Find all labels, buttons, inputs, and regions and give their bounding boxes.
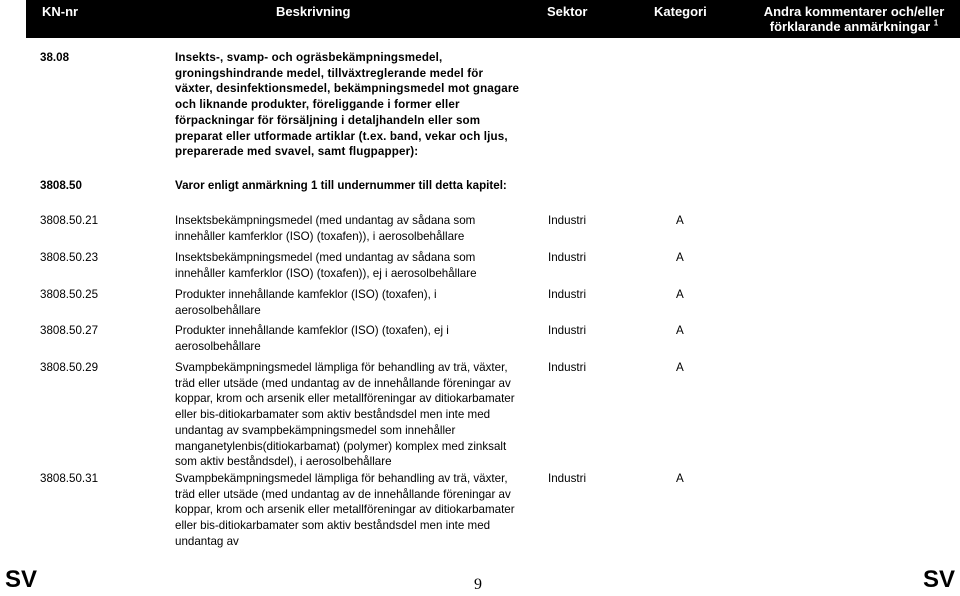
header-andra-line2: förklarande anmärkningar xyxy=(769,19,931,34)
category: A xyxy=(676,324,684,337)
header-andra-line1: Andra kommentarer och/eller xyxy=(763,4,945,19)
language-code-right: SV xyxy=(922,566,955,593)
category: A xyxy=(676,288,684,301)
sector: Industri xyxy=(548,288,587,301)
header-andra-kommentarer xyxy=(754,4,954,34)
category: A xyxy=(676,472,684,485)
description: Insekts-, svamp- och ogräsbekämpningsmedel, groningshindrande medel, tillväxtreglerande medel för växter, desinfektionsmedel, bekämpningsmedel mot gnagare och liknande produkter, föreliggande i former eller förpackningar för försäljning i detaljhandeln eller som preparat eller utformade artiklar (t.ex. band, vekar och ljus, preparerade med svavel, samt flugpapper): xyxy=(175,51,520,159)
kn-number: 3808.50.27 xyxy=(40,324,99,337)
category: A xyxy=(676,214,684,227)
header-beskrivning: Beskrivning xyxy=(276,4,351,19)
description: Insektsbekämpningsmedel (med undantag av sådana som innehåller kamferklor (ISO) (toxafen)), i aerosolbehållare xyxy=(175,214,476,243)
description: Produkter innehållande kamfeklor (ISO) (toxafen), ej i aerosolbehållare xyxy=(175,324,449,353)
header-kn-nr: KN-nr xyxy=(42,4,79,19)
footnote-marker: 1 xyxy=(933,18,939,28)
kn-number: 3808.50.29 xyxy=(40,361,99,374)
sector: Industri xyxy=(548,214,587,227)
description: Insektsbekämpningsmedel (med undantag av sådana som innehåller kamferklor (ISO) (toxafen)), ej i aerosolbehållare xyxy=(175,251,477,280)
sector: Industri xyxy=(548,324,587,337)
description: Svampbekämpningsmedel lämpliga för behandling av trä, växter, träd eller utsäde (med undantag av de innehållande föreningar av koppar, krom och arsenik eller metallföreningar av ditiokarbamater eller bis-ditiokarbamater som aktiv beståndsdel men inte med undantag av xyxy=(175,472,515,548)
description: Produkter innehållande kamfeklor (ISO) (toxafen), i aerosolbehållare xyxy=(175,288,437,317)
sector: Industri xyxy=(548,251,587,264)
header-kategori: Kategori xyxy=(654,4,707,19)
kn-number: 3808.50.31 xyxy=(40,472,99,485)
sector: Industri xyxy=(548,361,587,374)
kn-number: 38.08 xyxy=(40,51,70,64)
page-number: 9 xyxy=(474,576,482,593)
kn-number: 3808.50 xyxy=(40,179,82,192)
kn-number: 3808.50.23 xyxy=(40,251,99,264)
category: A xyxy=(676,361,684,374)
kn-number: 3808.50.25 xyxy=(40,288,99,301)
sector: Industri xyxy=(548,472,587,485)
description: Svampbekämpningsmedel lämpliga för behandling av trä, växter, träd eller utsäde (med undantag av de innehållande föreningar av koppar, krom och arsenik eller metallföreningar av ditiokarbamater eller bis-ditiokarbamater som aktiv beståndsdel men inte med undantag av svampbekämpningsmedel som innehåller manganetylenbis(ditiokarbamat) (polymer) komplex med zinksalt som aktiv beståndsdel), i aerosolbehållare xyxy=(175,361,515,469)
header-sektor: Sektor xyxy=(547,4,588,19)
description: Varor enligt anmärkning 1 till undernummer till detta kapitel: xyxy=(175,179,507,192)
language-code-left: SV xyxy=(5,566,38,593)
category: A xyxy=(676,251,684,264)
kn-number: 3808.50.21 xyxy=(40,214,99,227)
